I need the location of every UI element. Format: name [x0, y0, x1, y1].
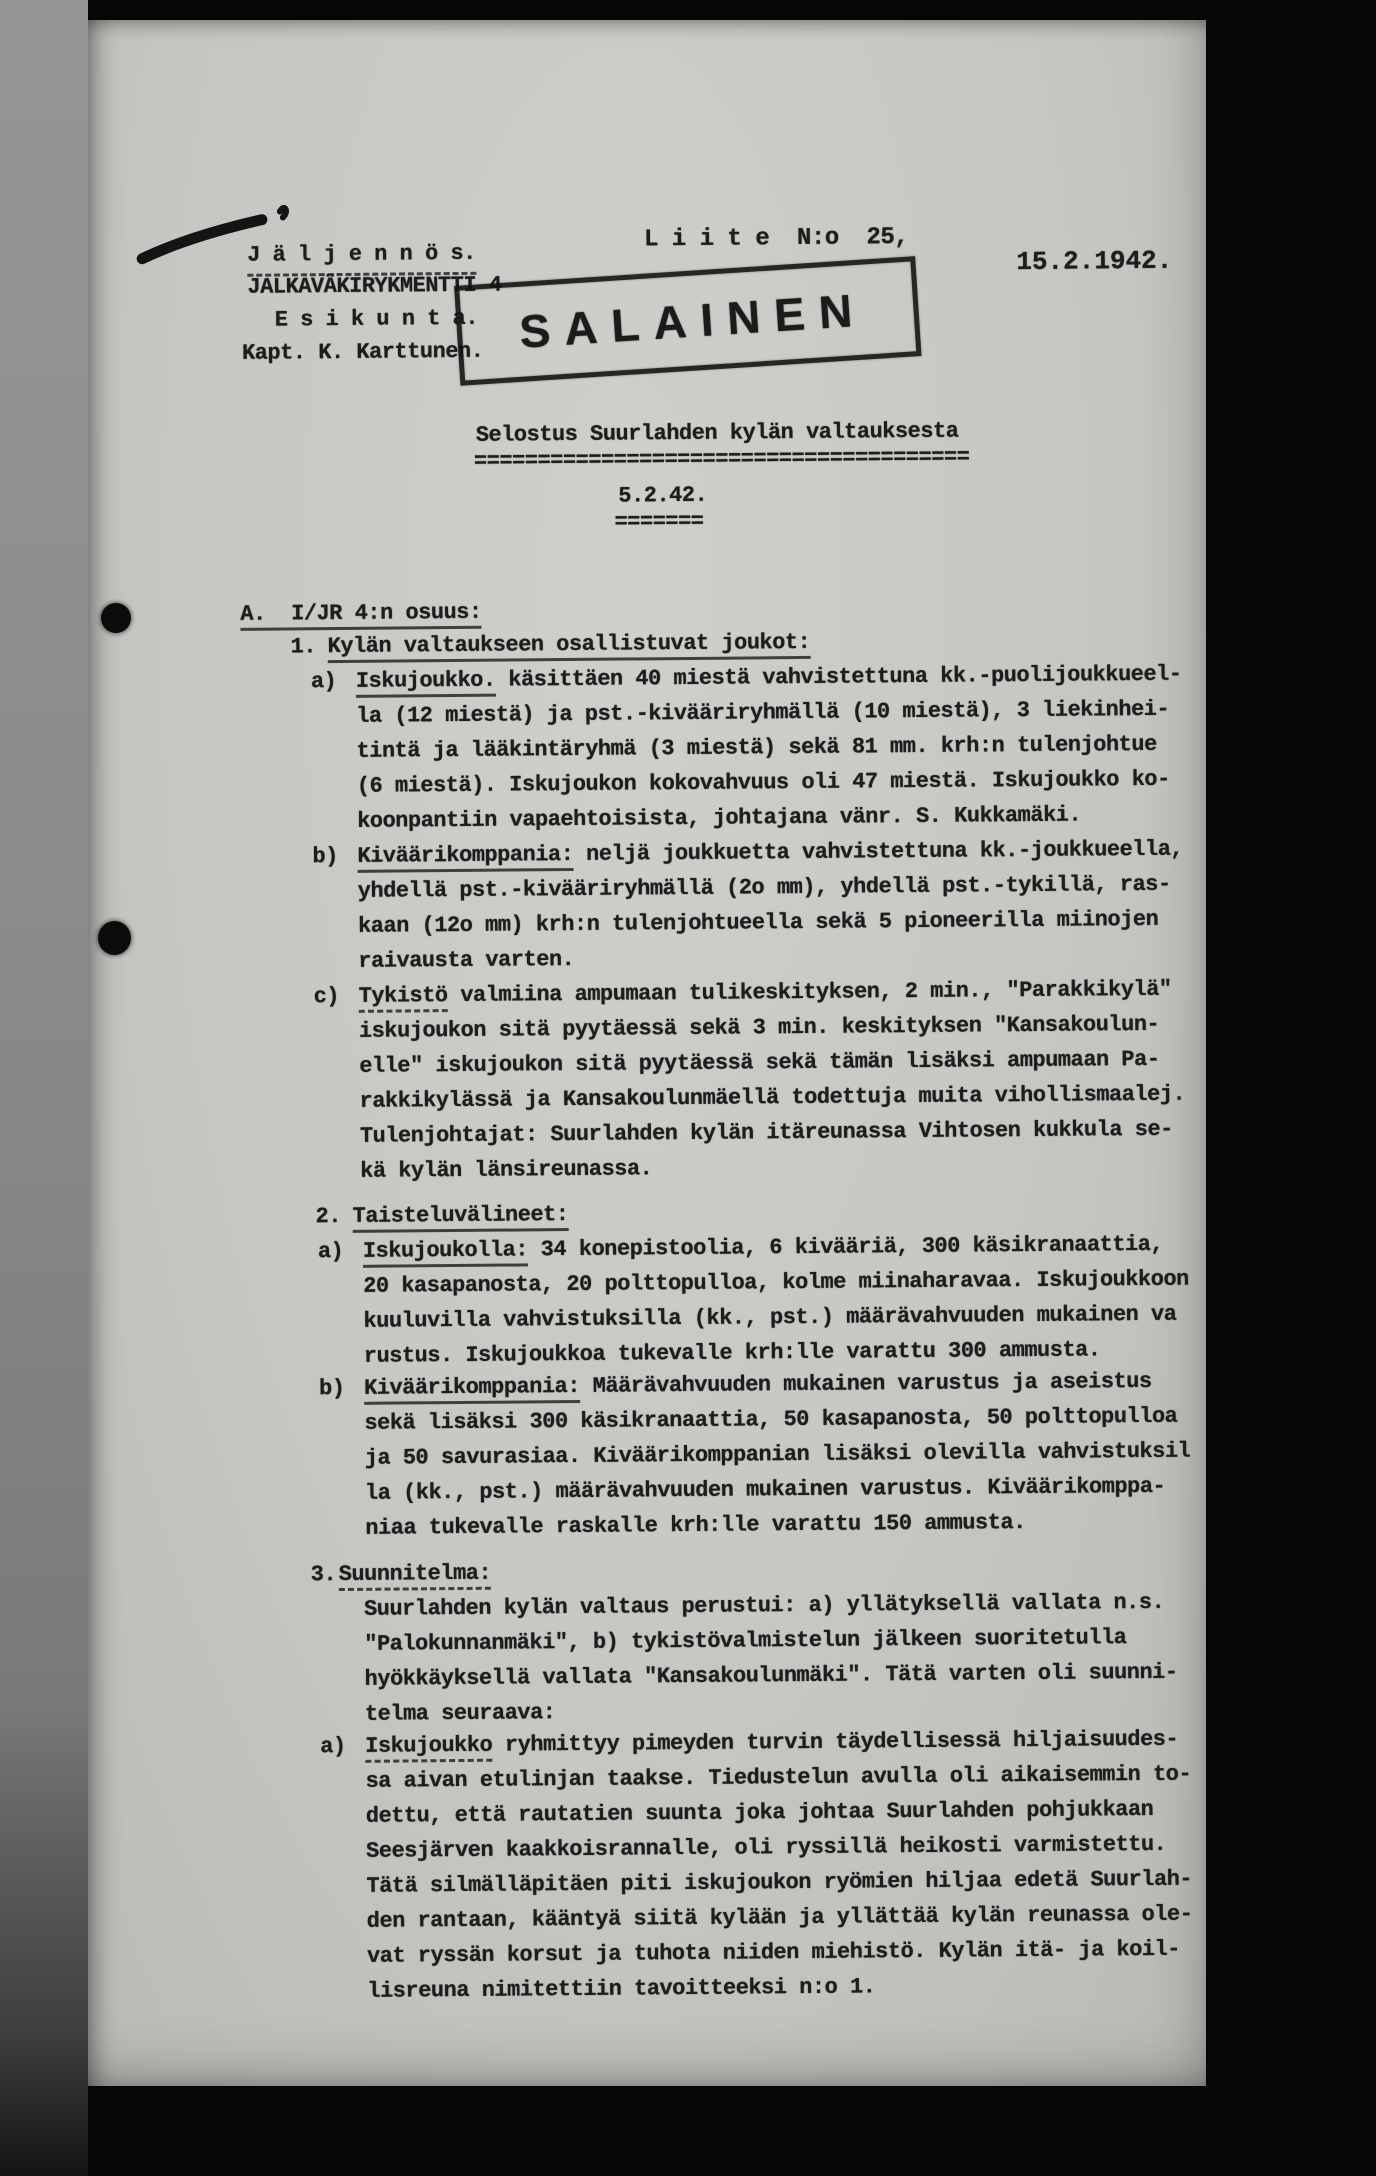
copy-label: J ä l j e n n ö s. [247, 236, 476, 277]
paragraph-3-intro [364, 1584, 1265, 1732]
paragraph-text: 34 konepistoolia, 6 kivääriä, 300 käsikranaattia, 20 kasapanosta, 20 polttopulloa, kolme miinaharavaa. Iskujoukkoon kuuluvilla vahvistuksilla (kk., pst.) määrävahvuuden mukainen va rustus. Iskujoukkoa tukevalle krh:lle varattu 300 ammusta. [363, 1231, 1189, 1369]
paragraph-lead: Kiväärikomppania: [357, 842, 573, 873]
item-3-heading [339, 1556, 492, 1592]
item-3-heading-text: Suunnitelma: [339, 1561, 492, 1591]
report-title: Selostus Suurlahden kylän valtauksesta [475, 418, 959, 448]
stamp-text: SALAINEN [517, 282, 868, 358]
paragraph-text: Suurlahden kylän valtaus perustui: a) yllätyksellä vallata n.s. "Palokunnanmäki", b) tykistövalmistelun jälkeen suoritetulla hyökkäyksellä vallata "Kansakoulunmäki". Tätä varten oli suunni- telma seuraava: [363, 1589, 1178, 1727]
paragraph-lead: Iskujoukolla: [363, 1237, 528, 1267]
report-date: 5.2.42. [618, 482, 708, 509]
item-label: a) [317, 1239, 344, 1265]
paragraph-text: valmiina ampumaan tulikeskityksen, 2 min., "Parakkikylä" iskujoukon sitä pyytäessä sekä 3 min. keskityksen "Kansakoulun- elle" iskujoukon sitä pyytäessä sekä tämän lisäksi ampumaan Pa- rakkikylässä ja Kansakoulunmäellä todettuja muita vihollismaalej. Tulenjohtajat: Suurlahden kylän itäreunassa Vihtosen kukkula se- kä kylän länsireunassa. [358, 976, 1186, 1184]
paragraph-2b [318, 1363, 1265, 1546]
section-a-heading-text: A. I/JR 4:n osuus: [240, 600, 482, 631]
scan-left-strip [0, 0, 88, 2176]
paragraph-1c [313, 971, 1261, 1189]
report-date-rule: ======= [614, 508, 704, 535]
paragraph-text: Määrävahvuuden mukainen varustus ja aseistus sekä lisäksi 300 käsikranaattia, 50 kasapanosta, 50 polttopulloa ja 50 savurasiaa. Kiväärikomppanian lisäksi olevilla vahvistuksil la (kk., pst.) määrävahvuuden mukainen varustus. Kiväärikomppa- niaa tukevalle raskalle krh:lle varattu 150 ammusta. [364, 1368, 1191, 1541]
item-1-heading-text: Kylän valtaukseen osallistuvat joukot: [328, 630, 811, 663]
title-rule: ======================================= [473, 444, 970, 474]
document-date: 15.2.1942. [1016, 245, 1173, 278]
paragraph-3a [320, 1721, 1267, 2009]
paragraph-text: käsittäen 40 miestä vahvistettuna kk.-puolijoukkueel- la (12 miestä) ja pst.-kivääriryhmällä (10 miestä), 3 liekinhei- tintä ja lääkintäryhmä (3 miestä) sekä 81 mm. krh:n tulenjohtue (6 miestä). Iskujoukon kokovahvuus oli 47 miestä. Iskujoukko ko- koonpantiin vapaehtoisista, johtajana vänr. S. Kukkamäki. [356, 661, 1182, 834]
item-3-number: 3. [310, 1562, 337, 1588]
paragraph-text: ryhmittyy pimeyden turvin täydellisessä hiljaisuudes- sa aivan etulinjan taakse. Tiedustelun avulla oli aikaisemmin to- dettu, että rautatien suunta joka johtaa Suurlahden pohjukkaan Seesjärven kaakkoisrannalle, oli ryssillä heikosti varmistettu. Tätä silmälläpitäen piti iskujoukon ryömien hiljaa edetä Suurlah- den rantaan, kääntyä siitä kylään ja yllättää kylän reunassa ole- vat ryssän korsut ja tuhota niiden miehistö. Kylän itä- ja koil- lisreuna nimitettiin tavoitteeksi n:o 1. [365, 1726, 1193, 2004]
paragraph-text: neljä joukkuetta vahvistettuna kk.-joukkueella, yhdellä pst.-kivääriryhmällä (2o mm), yhdellä pst.-tykillä, ras- kaan (12o mm) krh:n tulenjohtueella sekä 5 pioneerilla miinojen raivausta varten. [357, 836, 1184, 974]
item-1-number: 1. [290, 634, 317, 660]
section-a-heading [240, 595, 482, 632]
unit-name: JALKAVÄKIRYKMENTTI 4 [247, 272, 502, 300]
item-label: c) [313, 984, 340, 1010]
salainen-stamp [454, 256, 921, 386]
document-page [88, 20, 1206, 2086]
appendix-number: L i i t e N:o 25, [643, 224, 909, 254]
paragraph-lead: Iskujoukko. [356, 668, 496, 698]
item-label: b) [312, 844, 338, 870]
item-2-number: 2. [315, 1204, 342, 1230]
paragraph-1a [310, 656, 1257, 839]
item-label: b) [318, 1376, 345, 1402]
unit-staff: E s i k u n t a. [274, 305, 479, 333]
paragraph-2a [317, 1226, 1264, 1374]
item-label: a) [320, 1734, 346, 1760]
item-2-heading-text: Taisteluvälineet: [352, 1202, 568, 1233]
item-1-heading [327, 625, 810, 664]
paragraph-lead: Iskujoukko [365, 1733, 492, 1763]
paragraph-1b [312, 831, 1258, 979]
item-2-heading [352, 1197, 568, 1234]
page-content [80, 11, 1216, 2087]
item-label: a) [310, 669, 337, 695]
paragraph-lead: Kiväärikomppania: [364, 1374, 580, 1405]
paragraph-lead: Tykistö [359, 983, 448, 1013]
officer-name: Kapt. K. Karttunen. [241, 338, 484, 366]
